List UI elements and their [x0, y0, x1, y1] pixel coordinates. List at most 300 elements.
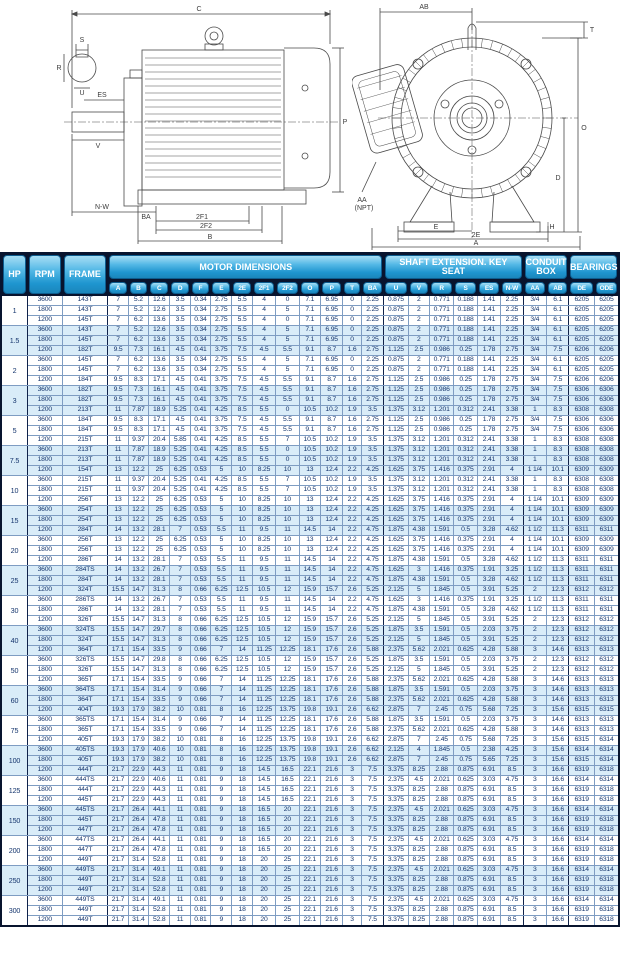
value-cell: 3/4 — [523, 366, 546, 376]
value-cell: 25 — [276, 856, 299, 866]
value-cell: 0.986 — [429, 386, 453, 396]
frame-cell: 405TS — [62, 746, 108, 756]
value-cell: 8.25 — [408, 916, 429, 927]
value-cell: 2.75 — [211, 336, 232, 346]
value-cell: 0.5 — [454, 616, 477, 626]
value-cell: 8.5 — [232, 486, 252, 496]
value-cell: 20 — [252, 906, 275, 916]
value-cell: 7.87 — [128, 406, 148, 416]
value-cell: 6.62 — [361, 746, 384, 756]
value-cell: 10.5 — [299, 476, 320, 486]
frame-cell: 284T — [62, 576, 108, 586]
value-cell: 3.5 — [361, 456, 384, 466]
value-cell: 1.6 — [343, 346, 361, 356]
frame-cell: 254T — [62, 516, 108, 526]
value-cell: 7.1 — [299, 356, 320, 366]
value-cell: 11 — [108, 476, 128, 486]
value-cell: 5.2 — [128, 306, 148, 316]
value-cell: 29.7 — [149, 626, 170, 636]
value-cell: 0.375 — [454, 506, 477, 516]
value-cell: 6314 — [569, 896, 594, 906]
value-cell: 12.4 — [320, 516, 342, 526]
value-cell: 20.4 — [149, 476, 170, 486]
value-cell: 7.5 — [361, 766, 384, 776]
value-cell: 6306 — [569, 426, 594, 436]
value-cell: 6313 — [594, 686, 619, 696]
rpm-cell: 3600 — [27, 386, 62, 396]
value-cell: 9 — [170, 646, 190, 656]
value-cell: 1.201 — [429, 456, 453, 466]
value-cell: 8.7 — [320, 386, 342, 396]
hp-cell: 60 — [1, 686, 27, 716]
rpm-cell: 1200 — [27, 466, 62, 476]
value-cell: 2.6 — [343, 586, 361, 596]
value-cell: 2.375 — [384, 806, 408, 816]
value-cell: 7.5 — [232, 396, 252, 406]
value-cell: 31.4 — [149, 716, 170, 726]
value-cell: 10 — [232, 516, 252, 526]
value-cell: 7 — [108, 326, 128, 336]
value-cell: 5.5 — [211, 526, 232, 536]
value-cell: 1.125 — [384, 416, 408, 426]
hp-cell: 7.5 — [1, 446, 27, 476]
value-cell: 47.8 — [149, 816, 170, 826]
value-cell: 4.5 — [170, 426, 190, 436]
value-cell: 8.3 — [547, 406, 569, 416]
value-cell: 6309 — [594, 496, 619, 506]
table-row — [1, 346, 619, 356]
value-cell: 1.41 — [477, 336, 500, 346]
value-cell: 1.591 — [429, 656, 453, 666]
value-cell: 6318 — [594, 826, 619, 836]
value-cell: 2.375 — [384, 776, 408, 786]
value-cell: 6318 — [594, 916, 619, 927]
value-cell: 22.1 — [299, 906, 320, 916]
value-cell: 10.5 — [252, 586, 275, 596]
value-cell: 21.6 — [320, 776, 342, 786]
value-cell: 3 — [523, 756, 546, 766]
value-cell: 4.28 — [477, 676, 500, 686]
table-row — [1, 516, 619, 526]
value-cell: 0.875 — [454, 916, 477, 927]
value-cell: 6.91 — [477, 916, 500, 927]
value-cell: 3.375 — [384, 846, 408, 856]
value-cell: 4.75 — [501, 776, 523, 786]
value-cell: 0.81 — [190, 876, 210, 886]
value-cell: 8.25 — [408, 786, 429, 796]
value-cell: 1.875 — [384, 606, 408, 616]
value-cell: 52.8 — [149, 906, 170, 916]
value-cell: 47.8 — [149, 846, 170, 856]
table-row — [1, 456, 619, 466]
frame-cell: 404T — [62, 706, 108, 716]
value-cell: 3 — [343, 826, 361, 836]
value-cell: 13 — [299, 536, 320, 546]
value-cell: 18 — [232, 816, 252, 826]
value-cell: 1.845 — [429, 636, 453, 646]
value-cell: 4.5 — [408, 866, 429, 876]
value-cell: 1.9 — [343, 446, 361, 456]
value-cell: 15.7 — [320, 636, 342, 646]
table-row — [1, 626, 619, 636]
value-cell: 1.625 — [384, 516, 408, 526]
value-cell: 0.34 — [190, 336, 210, 346]
value-cell: 19.1 — [320, 706, 342, 716]
value-cell: 2.75 — [361, 396, 384, 406]
hp-cell: 250 — [1, 866, 27, 896]
value-cell: 17.1 — [149, 416, 170, 426]
value-cell: 8.3 — [128, 426, 148, 436]
value-cell: 9 — [211, 786, 232, 796]
value-cell: 7 — [211, 726, 232, 736]
value-cell: 14 — [232, 646, 252, 656]
value-cell: 0.625 — [454, 806, 477, 816]
value-cell: 2.375 — [384, 896, 408, 906]
value-cell: 2.875 — [384, 756, 408, 766]
value-cell: 12.4 — [320, 496, 342, 506]
value-cell: 6.91 — [477, 856, 500, 866]
value-cell: 15.5 — [108, 656, 128, 666]
value-cell: 13.2 — [128, 576, 148, 586]
table-row — [1, 396, 619, 406]
table-row — [1, 636, 619, 646]
value-cell: 5 — [276, 356, 299, 366]
value-cell: 2.91 — [477, 496, 500, 506]
value-cell: 4 — [252, 336, 275, 346]
value-cell: 2.2 — [343, 536, 361, 546]
value-cell: 6.91 — [477, 876, 500, 886]
value-cell: 16.6 — [547, 826, 569, 836]
drawing-area — [0, 0, 620, 252]
rpm-cell: 1200 — [27, 826, 62, 836]
value-cell: 12.25 — [252, 756, 275, 766]
value-cell: 0.81 — [190, 856, 210, 866]
value-cell: 3.5 — [170, 296, 190, 306]
table-row — [1, 776, 619, 786]
header-letter-u: U — [384, 281, 408, 296]
value-cell: 6315 — [569, 756, 594, 766]
value-cell: 21.6 — [320, 816, 342, 826]
frame-cell: 286T — [62, 606, 108, 616]
value-cell: 3.12 — [408, 476, 429, 486]
value-cell: 4.25 — [361, 496, 384, 506]
value-cell: 3 — [408, 596, 429, 606]
value-cell: 0.66 — [190, 616, 210, 626]
value-cell: 6319 — [569, 876, 594, 886]
hp-cell: 100 — [1, 746, 27, 776]
frame-cell: 182T — [62, 396, 108, 406]
value-cell: 6313 — [594, 726, 619, 736]
value-cell: 9 — [211, 886, 232, 896]
value-cell: 16.6 — [547, 766, 569, 776]
value-cell: 7 — [170, 596, 190, 606]
value-cell: 7.5 — [361, 846, 384, 856]
table-row — [1, 906, 619, 916]
value-cell: 1.78 — [477, 416, 500, 426]
value-cell: 21.6 — [320, 846, 342, 856]
frame-cell: 215T — [62, 486, 108, 496]
value-cell: 21.6 — [320, 916, 342, 927]
value-cell: 7.5 — [361, 786, 384, 796]
value-cell: 4 — [252, 366, 275, 376]
rpm-cell: 1200 — [27, 766, 62, 776]
value-cell: 3.75 — [211, 396, 232, 406]
value-cell: 2.03 — [477, 656, 500, 666]
header-frame: FRAME — [62, 253, 108, 296]
value-cell: 6.25 — [170, 506, 190, 516]
frame-cell: 145T — [62, 356, 108, 366]
value-cell: 12.4 — [320, 466, 342, 476]
value-cell: 15.7 — [320, 666, 342, 676]
value-cell: 16.5 — [252, 846, 275, 856]
value-cell: 6308 — [569, 486, 594, 496]
value-cell: 6205 — [569, 306, 594, 316]
value-cell: 3.375 — [384, 916, 408, 927]
value-cell: 0.188 — [454, 326, 477, 336]
value-cell: 7 — [108, 356, 128, 366]
value-cell: 3.5 — [361, 406, 384, 416]
value-cell: 21.7 — [108, 886, 128, 896]
value-cell: 2.021 — [429, 776, 453, 786]
value-cell: 2 — [408, 356, 429, 366]
value-cell: 52.8 — [149, 886, 170, 896]
value-cell: 12.5 — [232, 586, 252, 596]
value-cell: 5 — [211, 496, 232, 506]
value-cell: 19.8 — [299, 736, 320, 746]
value-cell: 7.1 — [299, 326, 320, 336]
value-cell: 6.25 — [170, 546, 190, 556]
hp-cell: 300 — [1, 896, 27, 927]
value-cell: 10.1 — [547, 506, 569, 516]
value-cell: 0.986 — [429, 416, 453, 426]
value-cell: 2.6 — [343, 696, 361, 706]
value-cell: 1.41 — [477, 296, 500, 306]
value-cell: 1 1/4 — [523, 516, 546, 526]
value-cell: 16.6 — [547, 906, 569, 916]
value-cell: 0.375 — [454, 496, 477, 506]
table-row — [1, 356, 619, 366]
value-cell: 0.875 — [384, 306, 408, 316]
table-row — [1, 856, 619, 866]
value-cell: 0.81 — [190, 886, 210, 896]
value-cell: 3.375 — [384, 886, 408, 896]
value-cell: 12.2 — [128, 516, 148, 526]
table-row — [1, 586, 619, 596]
value-cell: 9.5 — [108, 396, 128, 406]
value-cell: 15.4 — [128, 686, 148, 696]
value-cell: 1 1/4 — [523, 546, 546, 556]
value-cell: 6313 — [594, 646, 619, 656]
frame-cell: 143T — [62, 296, 108, 306]
value-cell: 15.9 — [299, 626, 320, 636]
value-cell: 0.41 — [190, 426, 210, 436]
frame-cell: 447TS — [62, 836, 108, 846]
value-cell: 0.75 — [454, 756, 477, 766]
value-cell: 7.5 — [547, 396, 569, 406]
value-cell: 0.625 — [454, 836, 477, 846]
value-cell: 5.88 — [361, 716, 384, 726]
value-cell: 2.125 — [384, 666, 408, 676]
value-cell: 12.25 — [276, 696, 299, 706]
rpm-cell: 1200 — [27, 406, 62, 416]
value-cell: 5 — [408, 636, 429, 646]
value-cell: 7 — [170, 606, 190, 616]
value-cell: 4.5 — [408, 776, 429, 786]
value-cell: 6309 — [594, 506, 619, 516]
value-cell: 8.25 — [408, 886, 429, 896]
value-cell: 2.021 — [429, 836, 453, 846]
value-cell: 12.3 — [547, 616, 569, 626]
value-cell: 6319 — [569, 766, 594, 776]
value-cell: 8 — [211, 736, 232, 746]
value-cell: 5 — [211, 536, 232, 546]
value-cell: 33.5 — [149, 676, 170, 686]
value-cell: 5 — [276, 336, 299, 346]
value-cell: 7.1 — [299, 316, 320, 326]
dim-label-t: T — [589, 27, 595, 34]
value-cell: 2.41 — [477, 406, 500, 416]
hp-cell: 5 — [1, 416, 27, 446]
value-cell: 2.6 — [343, 756, 361, 766]
table-row — [1, 596, 619, 606]
value-cell: 16 — [232, 706, 252, 716]
value-cell: 10.5 — [299, 456, 320, 466]
value-cell: 1.41 — [477, 326, 500, 336]
value-cell: 1.125 — [384, 426, 408, 436]
value-cell: 12 — [276, 616, 299, 626]
value-cell: 1.201 — [429, 406, 453, 416]
value-cell: 19.3 — [108, 756, 128, 766]
dim-label-v: V — [95, 143, 101, 150]
value-cell: 15.9 — [299, 656, 320, 666]
value-cell: 3 — [343, 906, 361, 916]
value-cell: 8 — [170, 626, 190, 636]
value-cell: 0.5 — [454, 576, 477, 586]
value-cell: 4.28 — [477, 726, 500, 736]
value-cell: 7.5 — [361, 886, 384, 896]
value-cell: 0.25 — [454, 396, 477, 406]
value-cell: 15.9 — [299, 636, 320, 646]
value-cell: 6.95 — [320, 326, 342, 336]
rpm-cell: 3600 — [27, 476, 62, 486]
hp-cell: 40 — [1, 626, 27, 656]
value-cell: 11 — [276, 596, 299, 606]
value-cell: 5.88 — [501, 726, 523, 736]
value-cell: 13 — [108, 546, 128, 556]
value-cell: 6319 — [569, 916, 594, 927]
value-cell: 11 — [276, 526, 299, 536]
value-cell: 1 1/4 — [523, 536, 546, 546]
value-cell: 6318 — [594, 766, 619, 776]
value-cell: 4.5 — [252, 386, 275, 396]
value-cell: 7.1 — [299, 336, 320, 346]
value-cell: 6311 — [594, 566, 619, 576]
value-cell: 11 — [108, 446, 128, 456]
value-cell: 1.125 — [384, 376, 408, 386]
value-cell: 3/4 — [523, 376, 546, 386]
value-cell: 0.81 — [190, 806, 210, 816]
value-cell: 6205 — [594, 356, 619, 366]
value-cell: 18.9 — [149, 406, 170, 416]
value-cell: 8.7 — [320, 346, 342, 356]
frame-cell: 449TS — [62, 896, 108, 906]
value-cell: 0.875 — [384, 356, 408, 366]
value-cell: 7.5 — [547, 386, 569, 396]
header-rpm: RPM — [27, 253, 62, 296]
value-cell: 12.3 — [547, 666, 569, 676]
value-cell: 0.625 — [454, 896, 477, 906]
value-cell: 6313 — [594, 696, 619, 706]
value-cell: 5.25 — [170, 456, 190, 466]
motor-dimension-table — [0, 252, 620, 927]
value-cell: 5.5 — [252, 476, 275, 486]
value-cell: 8.5 — [501, 906, 523, 916]
value-cell: 3.5 — [170, 356, 190, 366]
value-cell: 0.5 — [454, 686, 477, 696]
value-cell: 6205 — [594, 336, 619, 346]
table-row — [1, 466, 619, 476]
value-cell: 4.38 — [408, 526, 429, 536]
value-cell: 3 — [343, 766, 361, 776]
value-cell: 6314 — [594, 806, 619, 816]
value-cell: 19.1 — [320, 756, 342, 766]
value-cell: 9.5 — [108, 386, 128, 396]
value-cell: 31.3 — [149, 666, 170, 676]
value-cell: 0.66 — [190, 696, 210, 706]
frame-cell: 449T — [62, 876, 108, 886]
value-cell: 12.25 — [276, 646, 299, 656]
value-cell: 3.03 — [477, 806, 500, 816]
value-cell: 11 — [108, 456, 128, 466]
value-cell: 3 — [523, 746, 546, 756]
value-cell: 16 — [232, 736, 252, 746]
value-cell: 0 — [343, 316, 361, 326]
value-cell: 2.125 — [384, 746, 408, 756]
value-cell: 25 — [276, 876, 299, 886]
value-cell: 5.88 — [501, 696, 523, 706]
frame-cell: 213T — [62, 456, 108, 466]
value-cell: 6.1 — [547, 336, 569, 346]
rpm-cell: 1800 — [27, 336, 62, 346]
value-cell: 14.5 — [252, 766, 275, 776]
value-cell: 2.25 — [361, 296, 384, 306]
value-cell: 12 — [276, 656, 299, 666]
value-cell: 2.5 — [408, 416, 429, 426]
value-cell: 2.875 — [384, 706, 408, 716]
value-cell: 0.75 — [454, 706, 477, 716]
value-cell: 2.125 — [384, 586, 408, 596]
value-cell: 1.875 — [384, 526, 408, 536]
value-cell: 0 — [276, 316, 299, 326]
value-cell: 2.03 — [477, 626, 500, 636]
table-row — [1, 806, 619, 816]
value-cell: 3.75 — [501, 656, 523, 666]
dim-label-a: A — [473, 240, 479, 247]
value-cell: 0.41 — [190, 346, 210, 356]
value-cell: 15.5 — [108, 616, 128, 626]
value-cell: 33.5 — [149, 726, 170, 736]
value-cell: 14 — [320, 526, 342, 536]
frame-cell: 326T — [62, 666, 108, 676]
value-cell: 0.375 — [454, 566, 477, 576]
hp-cell: 10 — [1, 476, 27, 506]
rpm-cell: 3600 — [27, 836, 62, 846]
value-cell: 2.6 — [343, 636, 361, 646]
value-cell: 6.25 — [170, 466, 190, 476]
value-cell: 7 — [276, 436, 299, 446]
hp-cell: 75 — [1, 716, 27, 746]
value-cell: 6.95 — [320, 296, 342, 306]
